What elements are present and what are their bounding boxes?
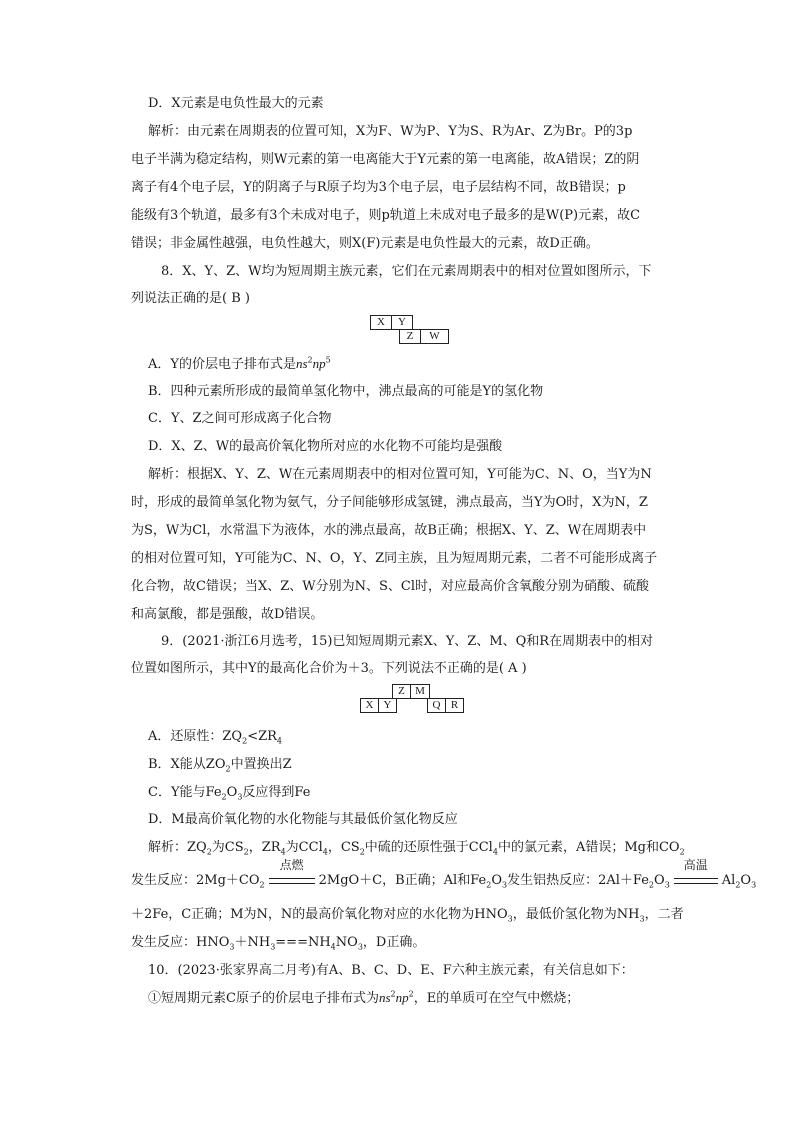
q8-analysis-line: 时，形成的最简单氢化物为氨气，分子间能够形成氢键，沸点最高，当Y为O时，X为N，Z	[131, 495, 648, 510]
q9-table-cell: M	[410, 684, 430, 699]
q9-table-cell: R	[445, 698, 464, 713]
q9-analysis-line: 解析：$ZQ_2$为$CS_2$，$ZR_4$为CCl$_4$，$CS_2$中硫的还原性强于CCl$_4$中的氯元素，A错误；Mg和$CO_2$	[148, 840, 685, 857]
q7-analysis-line: 电子半满为稳定结构，则W元素的第一电离能大于Y元素的第一电离能，故A错误；Z的阴	[131, 152, 640, 167]
q9-analysis-line: 发生反应：$HNO_3+NH_3===NH_4NO_3$，D正确。	[131, 935, 426, 952]
q8-analysis-line: 为S，W为Cl，水常温下为液体，水的沸点最高，故B正确；根据X、Y、Z、W在周期表中	[131, 523, 647, 538]
q8-table-cell: W	[420, 329, 449, 344]
q9-table-cell: Y	[378, 698, 397, 713]
q8-option-d: D．X、Z、W的最高价氧化物所对应的水化物不可能均是强酸	[148, 439, 503, 454]
q8-analysis-line: 解析：根据X、Y、Z、W在元素周期表中的相对位置可知，Y可能为C、N、O，当Y为N	[148, 467, 652, 482]
q9-analysis-line: ＋2Fe，C正确；M为N，N的最高价氧化物对应的水化物为$HNO_3$，最低价氢化物为$NH_3$，二者	[131, 907, 684, 924]
q10-item-1: ①短周期元素C原子的价层电子排布式为$ns^2np^2$，E的单质可在空气中燃烧；	[148, 989, 580, 1006]
reaction-condition-ignite: 点燃	[265, 874, 319, 887]
reaction-condition-heat: 高温	[670, 874, 722, 887]
q8-analysis-line: 的相对位置可知，Y可能为C、N、O，Y、Z同主族，且为短周期元素，二者不可能形成离子	[131, 551, 658, 566]
q9-option-c: C．Y能与$Fe_2O_3$反应得到Fe	[148, 785, 311, 802]
q9-table-cell: Q	[427, 698, 446, 713]
q9-option-d: D．M最高价氧化物的水化物能与其最低价氢化物反应	[148, 812, 458, 827]
q9-stem-line: 位置如图所示，其中Y的最高化合价为＋3。下列说法不正确的是( A )	[131, 661, 527, 676]
q8-stem-line: 列说法正确的是( B )	[131, 291, 250, 306]
q8-option-c: C．Y、Z之间可形成离子化合物	[148, 411, 332, 426]
q9-analysis-line: 发生反应：$2Mg+CO_2$ 点燃 2MgO＋C，B正确；Al和$Fe_2O_3$发生铝热反应：$2Al+Fe_2O_3$ 高温 $Al_2O_3$	[131, 858, 757, 890]
q8-table-cell: Y	[391, 315, 413, 330]
q9-table-cell: Z	[392, 684, 411, 699]
q9-table-cell: X	[360, 698, 379, 713]
q8-option-a: A．Y的价层电子排布式是$ns^2np^5$	[148, 355, 331, 372]
q7-analysis-line: 解析：由元素在周期表的位置可知，X为F、W为P、Y为S、R为Ar、Z为Br。P的3p	[148, 124, 633, 139]
q8-stem-line: 8．X、Y、Z、W均为短周期主族元素，它们在元素周期表中的相对位置如图所示，下	[161, 264, 652, 279]
q7-analysis-line: 离子有4个电子层，Y的阴离子与R原子均为3个电子层，电子层结构不同，故B错误；p	[131, 180, 626, 195]
q7-analysis-line: 能级有3个轨道，最多有3个未成对电子，则p轨道上未成对电子最多的是W(P)元素，故C	[131, 208, 641, 223]
q8-option-b: B．四种元素所形成的最简单氢化物中，沸点最高的可能是Y的氢化物	[148, 384, 544, 399]
q8-analysis-line: 和高氯酸，都是强酸，故D错误。	[131, 607, 324, 622]
q7-analysis-line: 错误；非金属性越强，电负性越大，则X(F)元素是电负性最大的元素，故D正确。	[131, 236, 599, 251]
q10-stem: 10．(2023·张家界高二月考)有A、B、C、D、E、F六种主族元素，有关信息如下：	[148, 963, 634, 978]
q8-table-cell: Z	[399, 329, 421, 344]
q9-option-a: A．还原性：$ZQ_2<ZR_4$	[148, 729, 282, 746]
q8-analysis-line: 化合物，故C错误；当X、Z、W分别为N、S、Cl时，对应最高价含氧酸分别为硝酸、硫酸	[131, 579, 649, 594]
q9-option-b: B．X能从$ZO_2$中置换出Z	[148, 757, 292, 774]
q7-option-d: D．X元素是电负性最大的元素	[148, 96, 324, 111]
q9-stem-line: 9．(2021·浙江6月选考，15)已知短周期元素X、Y、Z、M、Q和R在周期表中的相对	[161, 634, 654, 649]
q8-table-cell: X	[370, 315, 392, 330]
